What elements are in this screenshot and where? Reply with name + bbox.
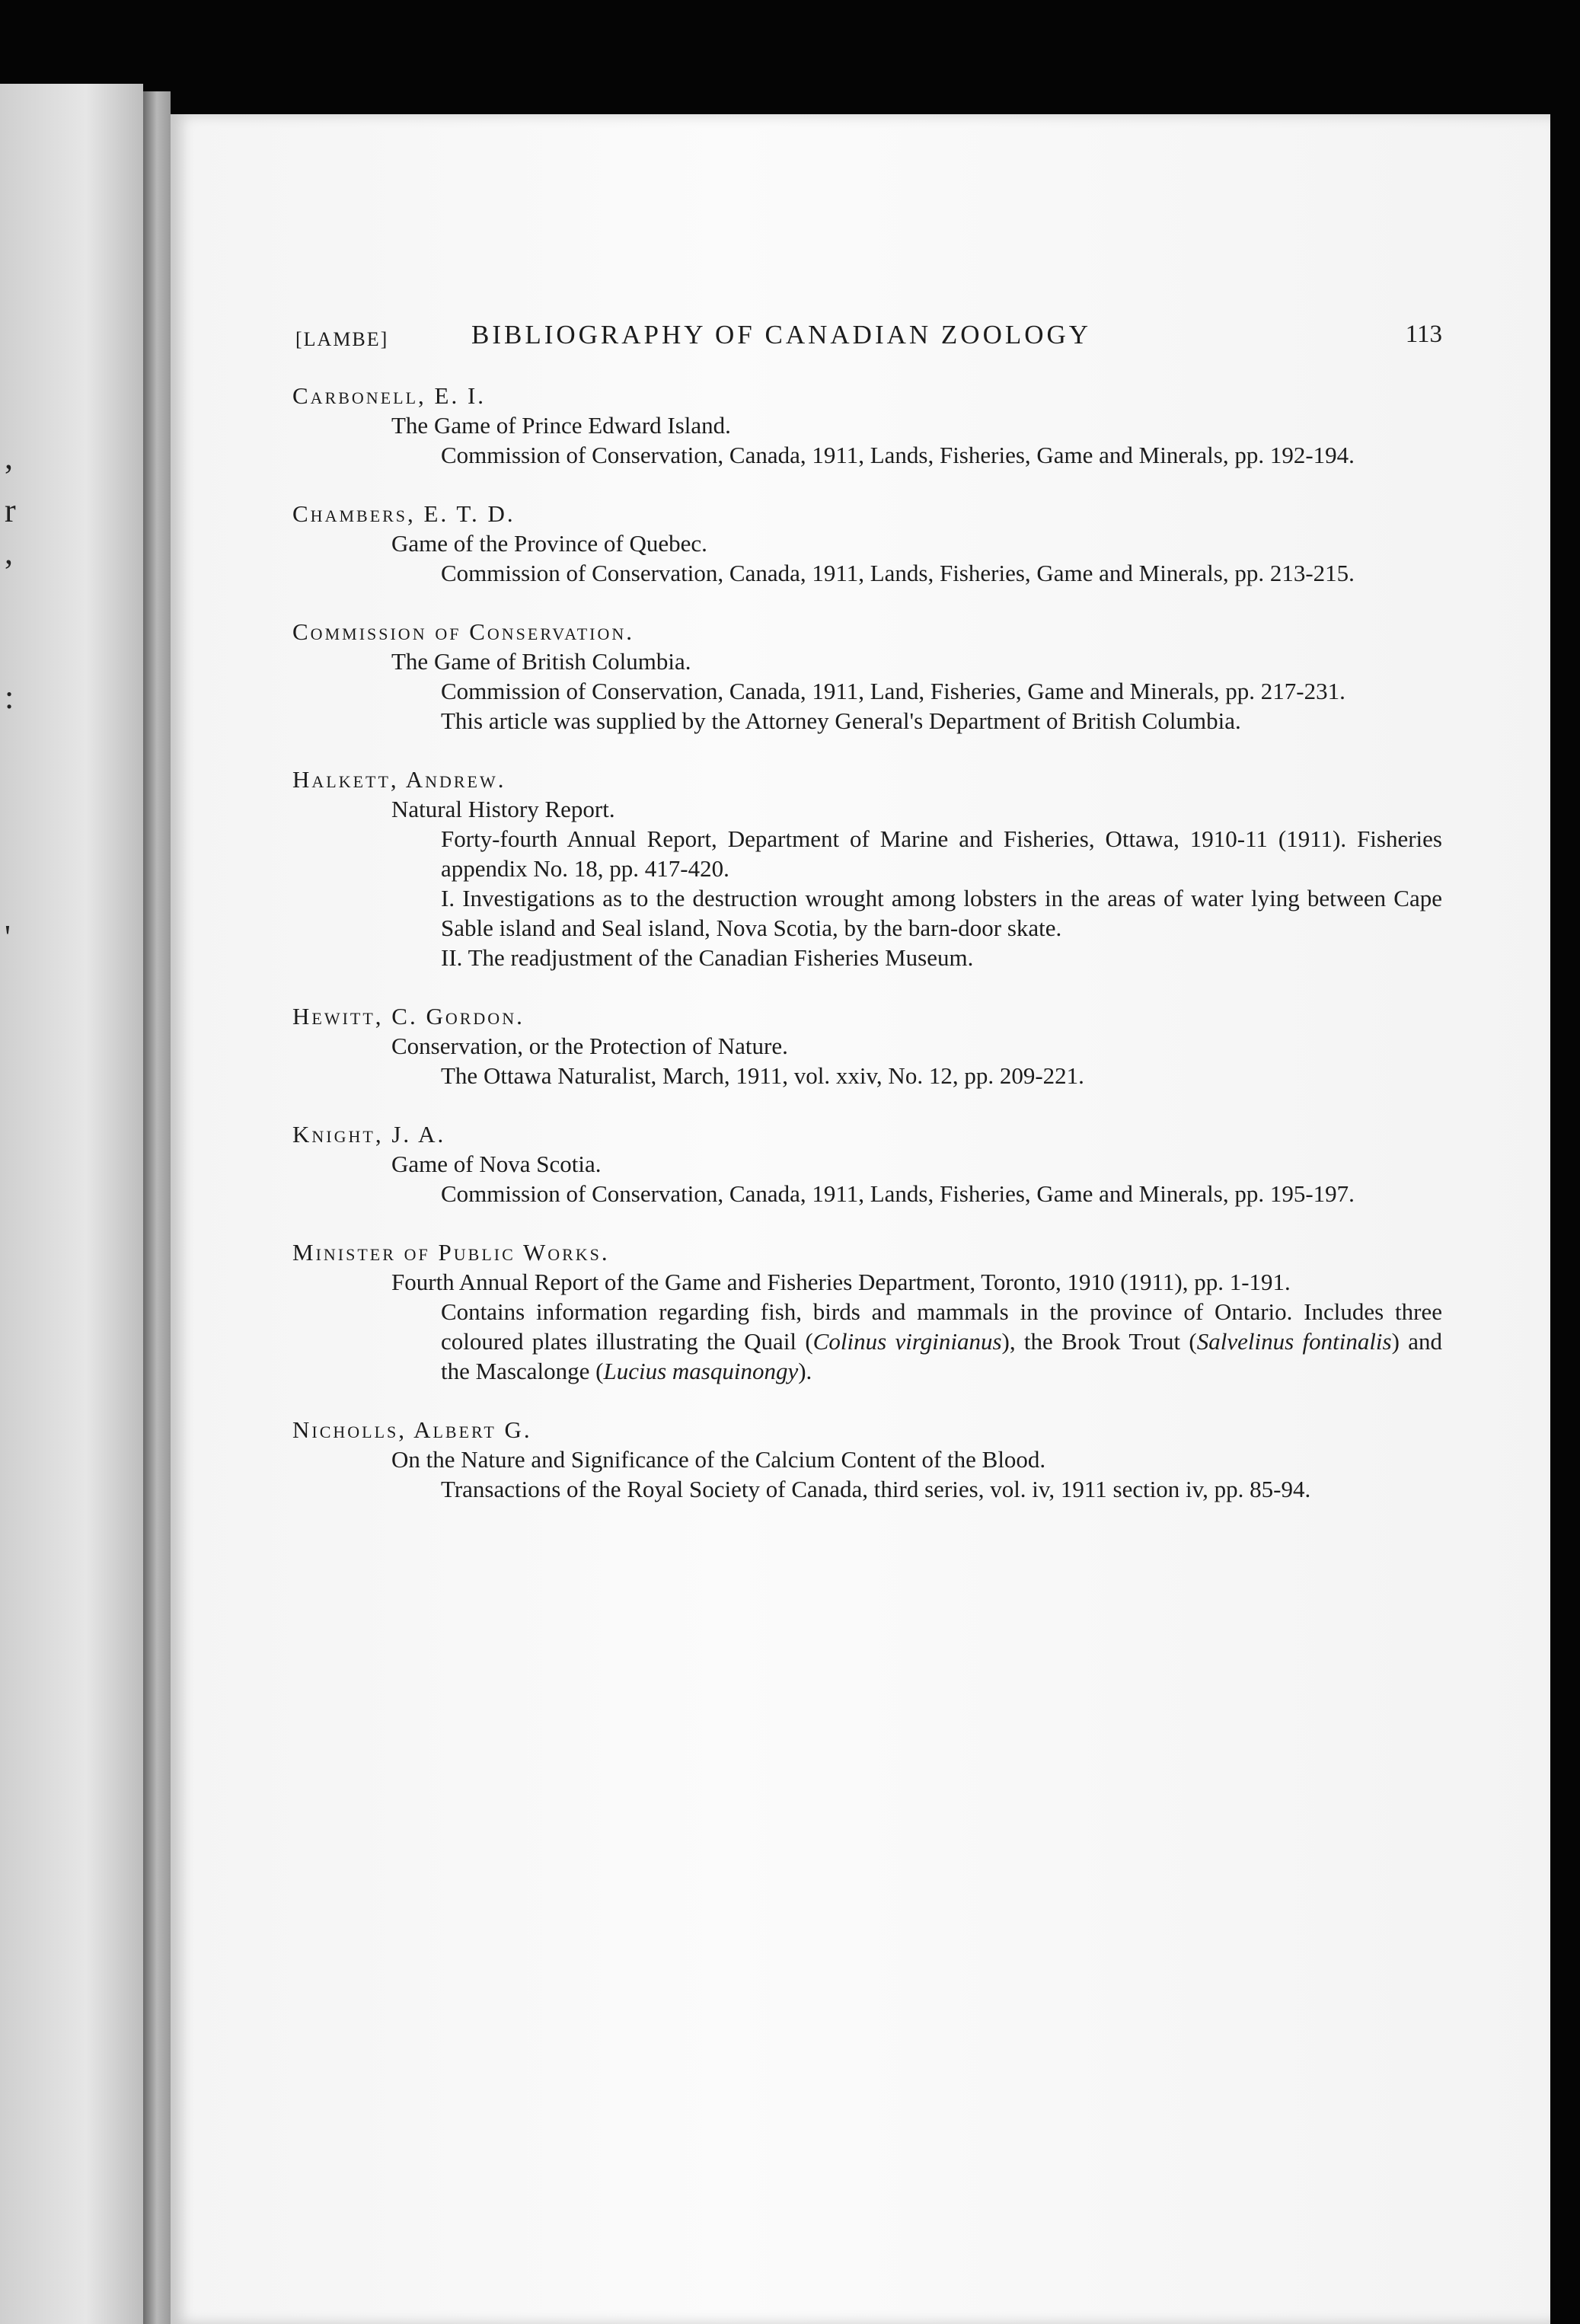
entry-author: Carbonell, E. I. bbox=[292, 382, 487, 409]
note-text: ) and the Mascalonge ( bbox=[441, 1328, 1442, 1384]
entry-author: Minister of Public Works. bbox=[292, 1239, 610, 1266]
entry-citation: Forty-fourth Annual Report, Department of Marine and Fisheries, Ottawa, 1910-11 (1911). Fisheries appendix No. 18, pp. 417-420. bbox=[441, 825, 1442, 882]
entry-title: Game of the Province of Quebec. bbox=[391, 530, 707, 557]
entry-author: Commission of Conservation. bbox=[292, 618, 635, 645]
entry-author: Halkett, Andrew. bbox=[292, 766, 506, 793]
entry-citation: Commission of Conservation, Canada, 1911, Lands, Fisheries, Game and Minerals, pp. 195-197. bbox=[441, 1180, 1355, 1207]
facing-page-mark: : bbox=[5, 678, 14, 716]
entry-author: Hewitt, C. Gordon. bbox=[292, 1003, 525, 1030]
page-text bbox=[285, 320, 1442, 1533]
page-number: 113 bbox=[1405, 321, 1442, 348]
species-name: Colinus virginianus bbox=[812, 1328, 1002, 1355]
entry-title: Natural History Report. bbox=[391, 796, 615, 822]
entry-citation: Transactions of the Royal Society of Canada, third series, vol. iv, 1911 section iv, pp. 85-94. bbox=[441, 1476, 1311, 1502]
entry-note: II. The readjustment of the Canadian Fisheries Museum. bbox=[441, 944, 974, 971]
entry-author: Knight, J. A. bbox=[292, 1121, 446, 1148]
running-header bbox=[285, 320, 1442, 358]
entry-note: I. Investigations as to the destruction wrought among lobsters in the areas of water lying between Cape Sable island and Seal island, Nova Scotia, by the barn-door skate. bbox=[441, 885, 1442, 941]
book-page bbox=[171, 114, 1550, 2324]
facing-page-mark: r bbox=[5, 492, 16, 529]
entry-title: Game of Nova Scotia. bbox=[391, 1151, 602, 1177]
note-text: ). bbox=[798, 1358, 812, 1384]
facing-page-mark: ' bbox=[5, 918, 11, 956]
bibliography-entry bbox=[285, 1415, 1442, 1504]
bibliography-entry bbox=[285, 499, 1442, 588]
entry-citation: Commission of Conservation, Canada, 1911, Lands, Fisheries, Game and Minerals, pp. 213-215. bbox=[441, 560, 1355, 586]
facing-page-mark: , bbox=[5, 439, 13, 476]
note-text: ), the Brook Trout ( bbox=[1001, 1328, 1197, 1355]
species-name: Salvelinus fontinalis bbox=[1196, 1328, 1392, 1355]
entry-title: On the Nature and Significance of the Calcium Content of the Blood. bbox=[391, 1446, 1046, 1473]
entry-note bbox=[441, 1297, 1442, 1386]
entry-note: This article was supplied by the Attorney General's Department of British Columbia. bbox=[441, 707, 1241, 734]
bibliography-entry bbox=[285, 381, 1442, 470]
entry-title: The Game of Prince Edward Island. bbox=[391, 412, 731, 439]
entry-title: The Game of British Columbia. bbox=[391, 648, 691, 675]
facing-page-mark: , bbox=[5, 534, 13, 571]
entry-citation: Commission of Conservation, Canada, 1911, Lands, Fisheries, Game and Minerals, pp. 192-194. bbox=[441, 442, 1355, 468]
bibliography-entry bbox=[285, 1237, 1442, 1386]
facing-page-edge bbox=[0, 84, 143, 2324]
species-name: Lucius masquinongy bbox=[603, 1358, 799, 1384]
entry-citation: Commission of Conservation, Canada, 1911, Land, Fisheries, Game and Minerals, pp. 217-231. bbox=[441, 678, 1345, 704]
header-author: [LAMBE] bbox=[295, 328, 389, 350]
book-spine bbox=[143, 91, 171, 2324]
bibliography-entry bbox=[285, 1119, 1442, 1208]
note-text: Contains information regarding fish, birds and mammals in the province of Ontario. Includes three coloured plates illustrating the Quail ( bbox=[441, 1298, 1442, 1355]
entry-title: Fourth Annual Report of the Game and Fisheries Department, Toronto, 1910 (1911), pp. 1-191. bbox=[391, 1269, 1291, 1295]
bibliography-entry bbox=[285, 1001, 1442, 1090]
bibliography-entry bbox=[285, 765, 1442, 972]
entry-citation: The Ottawa Naturalist, March, 1911, vol. xxiv, No. 12, pp. 209-221. bbox=[441, 1062, 1084, 1089]
entry-title: Conservation, or the Protection of Nature. bbox=[391, 1033, 788, 1059]
entry-author: Chambers, E. T. D. bbox=[292, 500, 515, 527]
bibliography-entry bbox=[285, 617, 1442, 736]
header-title: BIBLIOGRAPHY OF CANADIAN ZOOLOGY bbox=[471, 320, 1092, 350]
entry-author: Nicholls, Albert G. bbox=[292, 1416, 532, 1443]
